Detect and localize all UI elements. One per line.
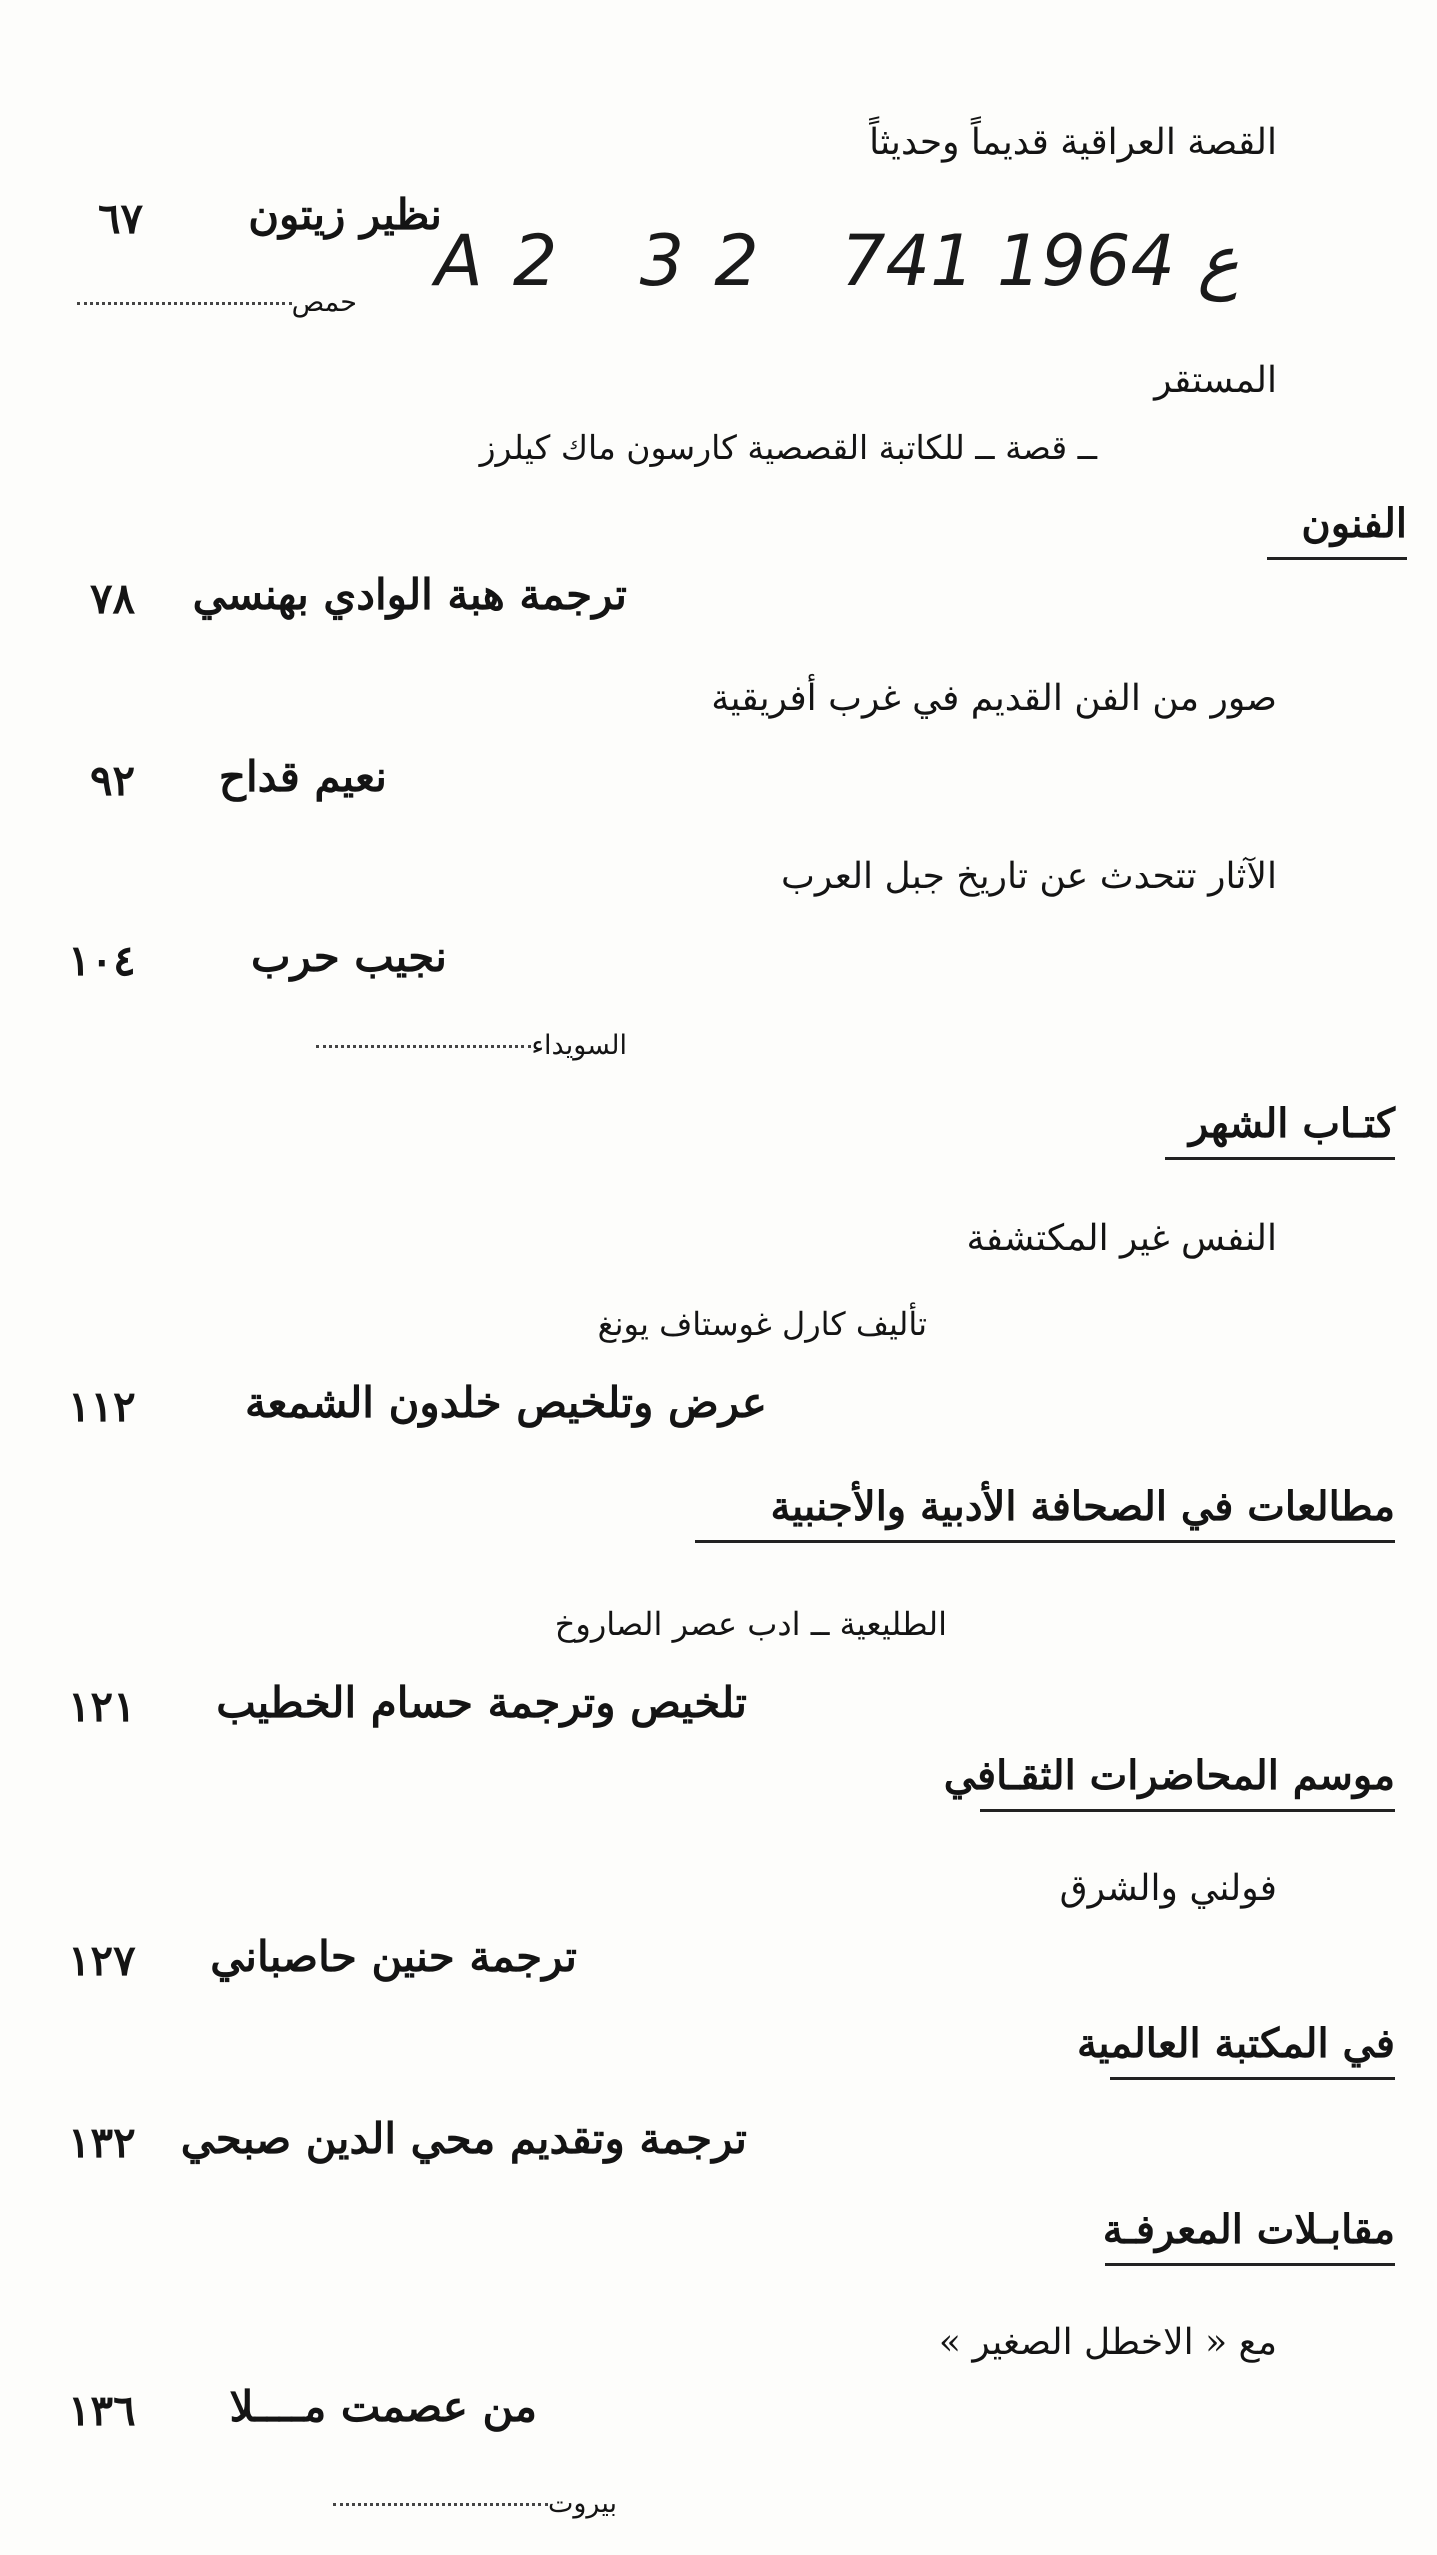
dotted-leader (316, 1045, 531, 1048)
page-number: ١١٢ (68, 1382, 136, 1431)
section-heading: مطالعات في الصحافة الأدبية والأجنبية (695, 1483, 1395, 1543)
author-place (308, 1030, 627, 1061)
article-title: صور من الفن القديم في غرب أفريقية (711, 678, 1277, 719)
article-subtitle: ــ قصة ــ للكاتبة القصصية كارسون ماك كيلرز (479, 428, 1097, 467)
page-number: ١٢١ (68, 1682, 136, 1731)
article-author: ترجمة حنين حاصباني (210, 1932, 577, 1981)
section-heading: مقابـلات المعرفـة (1105, 2206, 1395, 2266)
page-number: ١٣٦ (68, 2386, 136, 2435)
article-title: المستقر (1154, 360, 1277, 401)
article-author: عرض وتلخيص خلدون الشمعة (244, 1378, 767, 1427)
page-number: ٧٨ (90, 574, 136, 623)
article-title: مع « الاخطل الصغير » (938, 2322, 1277, 2363)
article-author: من عصمت مــــلا (229, 2382, 537, 2431)
dotted-leader (77, 302, 292, 305)
page-number: ١٠٤ (68, 936, 136, 985)
page-number: ٩٢ (90, 756, 136, 805)
section-heading: الفنون (1267, 500, 1407, 560)
place-label: حمص (291, 287, 357, 318)
article-author: نظير زيتون (248, 190, 442, 239)
author-place (69, 287, 357, 318)
article-title: الآثار تتحدث عن تاريخ جبل العرب (780, 856, 1277, 897)
dotted-leader (333, 2503, 548, 2506)
page-number: ١٢٧ (68, 1936, 136, 1985)
section-heading: كتـاب الشهر (1165, 1100, 1395, 1160)
article-title: فولني والشرق (1059, 1868, 1277, 1909)
article-subtitle: الطليعية ــ ادب عصر الصاروخ (554, 1605, 947, 1643)
place-label: السويداء (531, 1030, 627, 1061)
article-author: نجيب حرب (250, 932, 447, 981)
author-place (325, 2488, 617, 2519)
section-heading: موسم المحاضرات الثقـافي (980, 1752, 1395, 1812)
article-title: النفس غير المكتشفة (966, 1218, 1277, 1259)
article-author: تلخيص وترجمة حسام الخطيب (216, 1678, 747, 1727)
page-number: ١٣٢ (68, 2118, 136, 2167)
article-author: ترجمة هبة الوادي بهنسي (192, 570, 627, 619)
section-heading: في المكتبة العالمية (1110, 2020, 1395, 2080)
article-subtitle: تأليف كارل غوستاف يونغ (597, 1305, 927, 1343)
handwritten-catalog-note: A2 32 ع 1964 741 (435, 220, 1240, 302)
page-number: ٦٧ (98, 194, 144, 243)
article-title: القصة العراقية قديماً وحديثاً (869, 122, 1277, 163)
article-author: نعيم قداح (218, 752, 387, 801)
article-author: ترجمة وتقديم محي الدين صبحي (180, 2114, 747, 2163)
place-label: بيروت (547, 2488, 617, 2519)
